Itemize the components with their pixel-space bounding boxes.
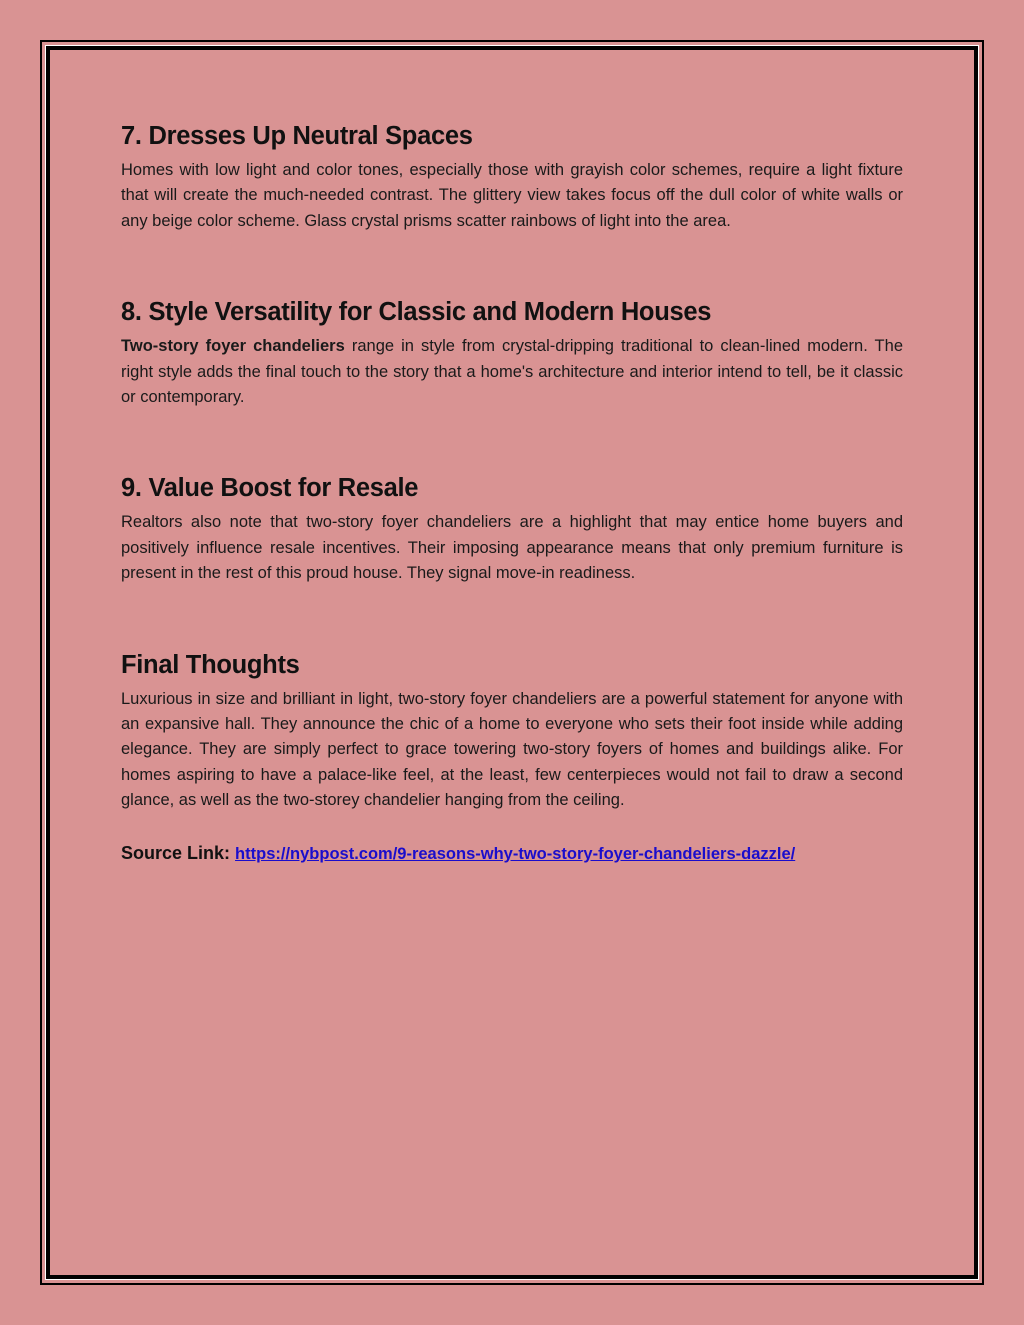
- source-line: [121, 840, 903, 867]
- document-content: [121, 116, 903, 867]
- section-body: Luxurious in size and brilliant in light, two-story foyer chandeliers are a powerful statement for anyone with an expansive hall. They announce the chic of a home to everyone who sets their foot inside while adding elegance. They are simply perfect to grace towering two-story foyers of homes and buildings alike. For homes aspiring to have a palace-like feel, at the least, few centerpieces would not fail to draw a second glance, as well as the two-storey chandelier hanging from the ceiling.: [121, 689, 903, 810]
- section-heading: 9. Value Boost for Resale: [121, 474, 419, 503]
- source-label: Source Link:: [121, 842, 231, 863]
- section-body: Homes with low light and color tones, especially those with grayish color schemes, require a light fixture that will create the much-needed contrast. The glittery view takes focus off the dull color of white walls or any beige color scheme. Glass crystal prisms scatter rainbows of light into the area.: [121, 161, 903, 230]
- source-link[interactable]: https://nybpost.com/9-reasons-why-two-story-foyer-chandeliers-dazzle/: [235, 844, 796, 863]
- section-heading: Final Thoughts: [121, 650, 300, 679]
- bold-keyword: Two-story foyer chandeliers: [121, 337, 345, 356]
- section-body-text: range in style from crystal-dripping traditional to clean-lined modern. The right style adds the final touch to the story that a home's architecture and interior intend to tell, be it classic or contemporary.: [121, 337, 903, 407]
- section-body: Realtors also note that two-story foyer chandeliers are a highlight that may entice home buyers and positively influence resale incentives. Their imposing appearance means that only premium furniture is present in the rest of this proud house. They signal move-in readiness.: [121, 513, 903, 583]
- section-style-versatility: [121, 292, 903, 410]
- section-neutral-spaces: [121, 116, 903, 234]
- section-value-boost: [121, 468, 903, 586]
- section-body: [121, 334, 903, 410]
- section-heading: 8. Style Versatility for Classic and Modern Houses: [121, 298, 712, 327]
- section-heading: 7. Dresses Up Neutral Spaces: [121, 122, 473, 150]
- section-final-thoughts: [121, 645, 903, 814]
